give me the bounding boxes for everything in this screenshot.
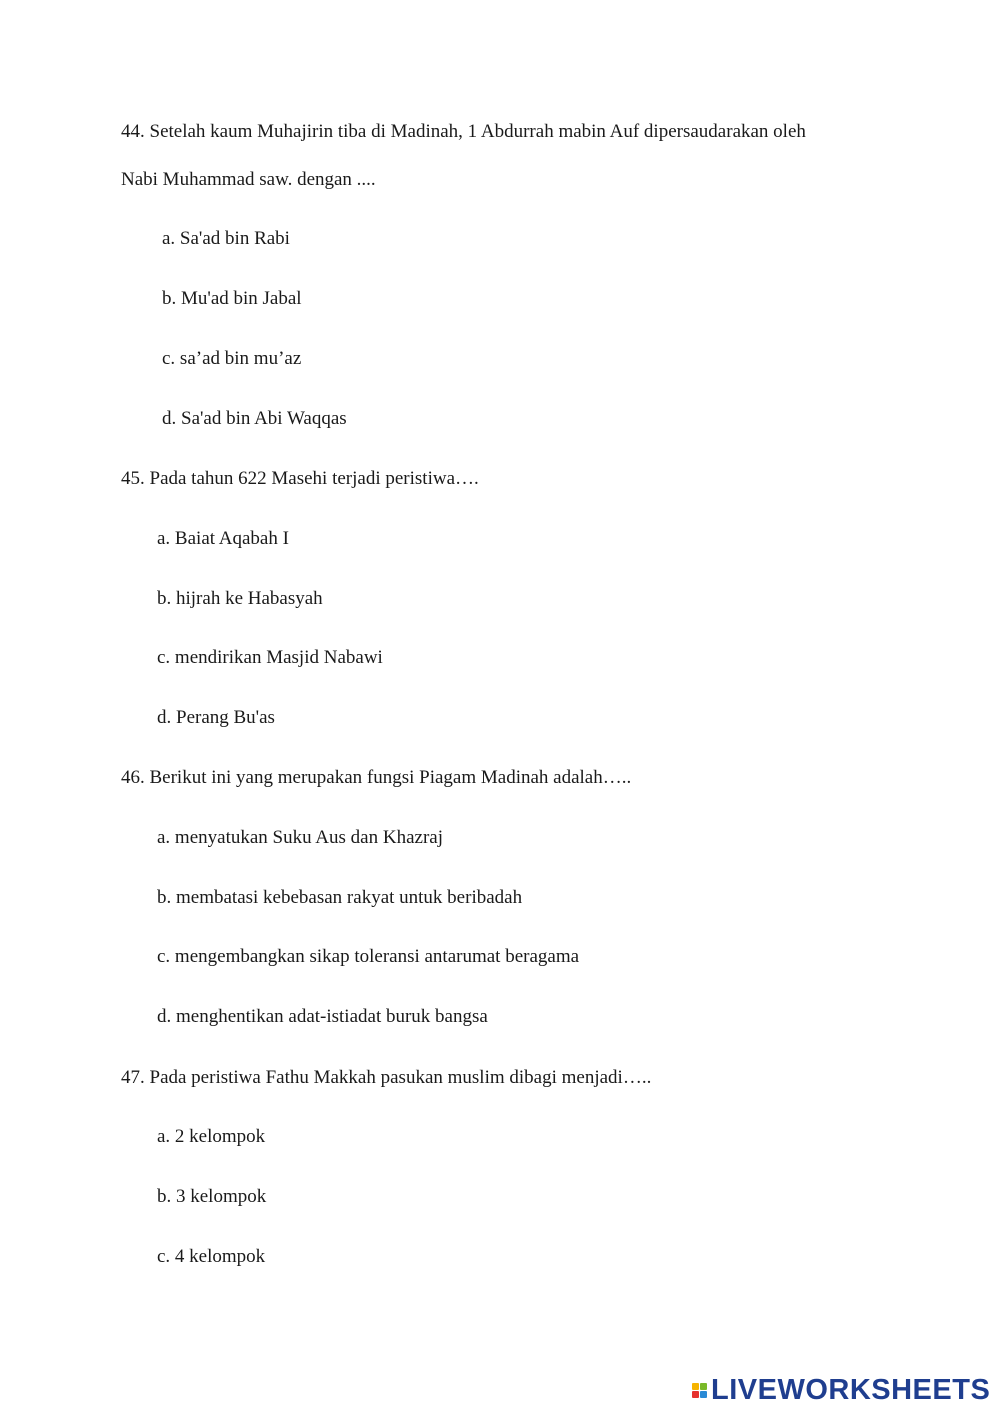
logo-square-3	[692, 1391, 699, 1398]
question-47-option-c[interactable]: c. 4 kelompok	[157, 1246, 266, 1267]
question-46-option-c[interactable]: c. mengembangkan sikap toleransi antarumat beragama	[157, 946, 580, 967]
question-45-option-a[interactable]: a. Baiat Aqabah I	[157, 528, 289, 549]
logo-square-4	[700, 1391, 707, 1398]
question-45-option-b[interactable]: b. hijrah ke Habasyah	[157, 588, 323, 609]
question-45-text: 45. Pada tahun 622 Masehi terjadi peristiwa….	[121, 468, 479, 489]
question-44-text-line1: 44. Setelah kaum Muhajirin tiba di Madinah, 1 Abdurrah mabin Auf dipersaudarakan oleh	[121, 121, 806, 142]
question-46-text: 46. Berikut ini yang merupakan fungsi Piagam Madinah adalah…..	[121, 767, 632, 788]
logo-square-2	[700, 1383, 707, 1390]
question-45-option-c[interactable]: c. mendirikan Masjid Nabawi	[157, 647, 383, 668]
question-47-text: 47. Pada peristiwa Fathu Makkah pasukan muslim dibagi menjadi…..	[121, 1067, 652, 1088]
question-44-option-a[interactable]: a. Sa'ad bin Rabi	[162, 228, 290, 249]
question-44-option-d[interactable]: d. Sa'ad bin Abi Waqqas	[162, 408, 347, 429]
logo-square-1	[692, 1383, 699, 1390]
question-46-option-d[interactable]: d. menghentikan adat-istiadat buruk bangsa	[157, 1006, 488, 1027]
question-45-option-d[interactable]: d. Perang Bu'as	[157, 707, 275, 728]
question-46-option-a[interactable]: a. menyatukan Suku Aus dan Khazraj	[157, 827, 443, 848]
liveworksheets-logo-icon	[692, 1383, 707, 1398]
question-44-text-line2: Nabi Muhammad saw. dengan ....	[121, 169, 376, 190]
watermark-text: LIVEWORKSHEETS	[711, 1373, 991, 1406]
question-47-option-a[interactable]: a. 2 kelompok	[157, 1126, 266, 1147]
question-46-option-b[interactable]: b. membatasi kebebasan rakyat untuk beribadah	[157, 887, 523, 908]
question-44-option-c[interactable]: c. sa’ad bin mu’az	[162, 348, 302, 369]
liveworksheets-watermark	[692, 1375, 990, 1405]
question-44-option-b[interactable]: b. Mu'ad bin Jabal	[162, 288, 302, 309]
question-47-option-b[interactable]: b. 3 kelompok	[157, 1186, 267, 1207]
